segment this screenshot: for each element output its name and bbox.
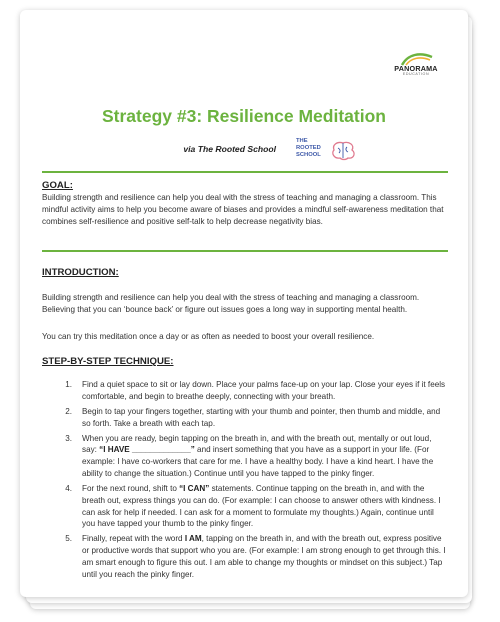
technique-heading: STEP-BY-STEP TECHNIQUE: <box>42 356 174 367</box>
divider-middle <box>42 250 448 252</box>
panorama-logo-sub: EDUCATION <box>402 72 430 76</box>
rooted-school-logo <box>294 138 364 164</box>
rooted-logo-line3: SCHOOL <box>296 152 321 158</box>
step-text-continued: , tapping on the breath in, and with the breath out, express positive or productive words that support who you are. (For example: I am strong enough to get through this. I am smart enough to figure this out. I am able to change my thoughts or mindset on this subject.) Tap until you reach the pinky finger. <box>82 534 446 579</box>
technique-step <box>42 379 448 403</box>
step-number: 3. <box>65 433 72 443</box>
step-text: For the next round, shift to <box>82 483 180 493</box>
technique-step <box>42 533 448 580</box>
step-keyword: “I CAN” <box>179 483 210 493</box>
page-title: Strategy #3: Resilience Meditation <box>102 106 386 126</box>
step-number: 4. <box>65 483 72 493</box>
introduction-paragraph-1: Building strength and resilience can help you deal with the stress of teaching and managing a classroom. Believing that you can ‘bounce back’ or figure out issues goes a long way in supporting mental health. <box>42 293 420 314</box>
divider-top <box>42 171 448 173</box>
step-keyword: “I HAVE _____________” <box>99 445 195 455</box>
step-text: Find a quiet space to sit or lay down. Place your palms face-up on your lap. Close your eyes if it feels comfortable, and begin to breathe deeply, connecting with your breath. <box>82 380 446 401</box>
step-text-continued: and insert something that you have as a support in your life. (For example: I have co-workers that care for me. I have a healthy body. I have a kind heart. I have the ability to change the situation.) Continue until you have tapped to the pinky finger. <box>82 445 434 478</box>
via-credit: via The Rooted School <box>183 144 276 154</box>
technique-step <box>42 483 448 530</box>
panorama-logo-name: PANORAMA <box>394 64 438 73</box>
rooted-logo-text <box>296 138 332 151</box>
rooted-logo-line1: THE <box>296 138 308 144</box>
technique-step <box>42 406 448 430</box>
step-keyword: I AM <box>184 534 202 544</box>
goal-text: Building strength and resilience can help you deal with the stress of teaching and managing a classroom. This mindful activity aims to help you become aware of biases and provides a mindful self-awareness meditation that combines self-resilience and positive self-talk to help decrease negativity bias. <box>42 193 444 226</box>
step-text: Finally, repeat with the word <box>82 534 185 544</box>
brain-icon <box>330 140 356 162</box>
step-text: Begin to tap your fingers together, starting with your thumb and pointer, then thumb and middle, and so forth. Take a breath with each tap. <box>82 406 441 428</box>
document-page <box>20 10 468 597</box>
goal-heading: GOAL: <box>42 180 73 191</box>
technique-steps <box>42 379 448 584</box>
step-number: 5. <box>65 534 72 544</box>
step-number: 1. <box>65 380 72 389</box>
introduction-paragraph-2: You can try this meditation once a day or as often as needed to boost your overall resilience. <box>42 332 375 341</box>
introduction-heading: INTRODUCTION: <box>42 267 119 278</box>
panorama-logo <box>388 52 444 82</box>
step-text: When you are ready, begin tapping on the breath in, and with the breath out, mentally or out loud, say: <box>82 433 432 455</box>
rooted-logo-line2: ROOTED <box>296 144 321 151</box>
technique-step <box>42 433 448 480</box>
step-number: 2. <box>65 406 72 416</box>
step-text-continued: statements. Continue tapping on the breath in, and with the breath out, express things you can do. (For example: I can choose to answer others with kindness. I can ask for help if needed. I can ask for a moment to formulate my thoughts.) Again, continue until you have tapped your thumb to the pinky finger. <box>82 483 441 529</box>
